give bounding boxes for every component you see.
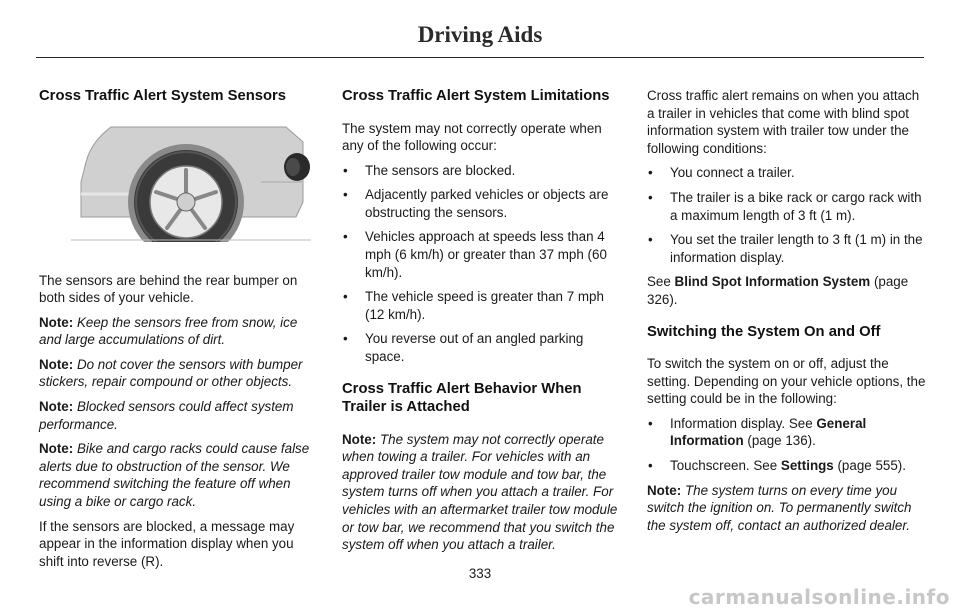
- blind-spot-link[interactable]: Blind Spot Information System: [674, 274, 871, 290]
- list-item: • The trailer is a bike rack or cargo rack with a maximum length of 3 ft (1 m).: [647, 189, 927, 224]
- note-label: Note:: [342, 431, 377, 447]
- list-item: [647, 457, 927, 475]
- list-item: • You set the trailer length to 3 ft (1 m) in the information display.: [647, 231, 927, 266]
- note-1: [39, 314, 317, 349]
- sensor-location-text: The sensors are behind the rear bumper on both sides of your vehicle.: [39, 272, 298, 306]
- section-heading-switching: Switching the System On and Off: [647, 323, 881, 340]
- item-suffix: (page 555).: [833, 458, 906, 473]
- see-reference: [647, 273, 927, 308]
- see-suffix: (page 326).: [647, 274, 909, 307]
- item-prefix: Touchscreen. See: [670, 458, 781, 473]
- note-label: Note:: [39, 314, 74, 330]
- header-divider: [36, 57, 924, 58]
- list-item: • Vehicles approach at speeds less than 4 mph (6 km/h) or greater than 37 mph (60 km/h).: [342, 228, 624, 281]
- page-number: 333: [468, 566, 492, 581]
- switching-intro: To switch the system on or off, adjust the setting. Depending on your vehicle options, the setting could be in the following:: [647, 356, 926, 407]
- limitations-list: [342, 162, 624, 366]
- list-item: • The vehicle speed is greater than 7 mph (12 km/h).: [342, 288, 624, 323]
- page-header: Driving Aids: [417, 22, 543, 47]
- note-label: Note:: [39, 399, 74, 415]
- section-heading-trailer: Cross Traffic Alert Behavior When Trailer is Attached: [342, 380, 582, 416]
- column-left: [39, 87, 317, 577]
- note-label: Note:: [39, 441, 74, 457]
- list-item: • You connect a trailer.: [647, 164, 927, 182]
- note-4: [39, 440, 317, 510]
- item-suffix: (page 136).: [743, 433, 816, 449]
- section-heading-limitations: Cross Traffic Alert System Limitations: [342, 88, 610, 104]
- note-text: The system may not correctly operate when towing a trailer. For vehicles with an approved trailer tow module and tow bar, the system turns off when you attach a trailer. For vehicles with an aftermarket trailer tow module or tow bar, we recommend that you switch the system off when you attach a trailer.: [342, 431, 618, 553]
- column-right: [647, 87, 927, 541]
- list-item: [647, 415, 927, 450]
- list-item: • You reverse out of an angled parking space.: [342, 330, 624, 365]
- column-middle: [342, 87, 624, 561]
- rear-wheel-bumper-sensor-illustration: [71, 122, 311, 242]
- note-text: Keep the sensors free from snow, ice and large accumulations of dirt.: [39, 314, 298, 348]
- note-3: [39, 398, 317, 433]
- blocked-sensors-text: If the sensors are blocked, a message may appear in the information display when you shift into reverse (R).: [39, 518, 295, 569]
- item-prefix: Information display. See: [670, 415, 817, 431]
- note-text: The system turns on every time you switch the ignition on. To permanently switch the system off, contact an authorized dealer.: [647, 482, 912, 533]
- note-2: [39, 356, 317, 391]
- limitations-intro: The system may not correctly operate when any of the following occur:: [342, 120, 602, 154]
- trailer-conditions-list: [647, 164, 927, 266]
- settings-link[interactable]: Settings: [780, 458, 834, 473]
- note-text: Do not cover the sensors with bumper stickers, repair compound or other objects.: [39, 356, 303, 390]
- trailer-conditions-intro: Cross traffic alert remains on when you attach a trailer in vehicles that come with blind spot information system with trailer tow under the following conditions:: [647, 88, 920, 156]
- ignition-note: [647, 482, 927, 535]
- general-information-link[interactable]: General Information: [670, 415, 867, 449]
- note-label: Note:: [39, 356, 74, 372]
- note-text: Bike and cargo racks could cause false alerts due to obstruction of the sensor. We recommend switching the feature off when using a bike or cargo rack.: [39, 441, 310, 510]
- trailer-note: [342, 431, 624, 554]
- list-item: • The sensors are blocked.: [342, 162, 624, 180]
- watermark: carmanualsonline.info: [688, 585, 950, 609]
- note-label: Note:: [647, 482, 682, 498]
- section-heading-sensors: Cross Traffic Alert System Sensors: [39, 88, 286, 104]
- see-prefix: See: [647, 274, 675, 290]
- list-item: • Adjacently parked vehicles or objects are obstructing the sensors.: [342, 186, 624, 221]
- note-text: Blocked sensors could affect system performance.: [39, 399, 294, 432]
- settings-location-list: [647, 415, 927, 475]
